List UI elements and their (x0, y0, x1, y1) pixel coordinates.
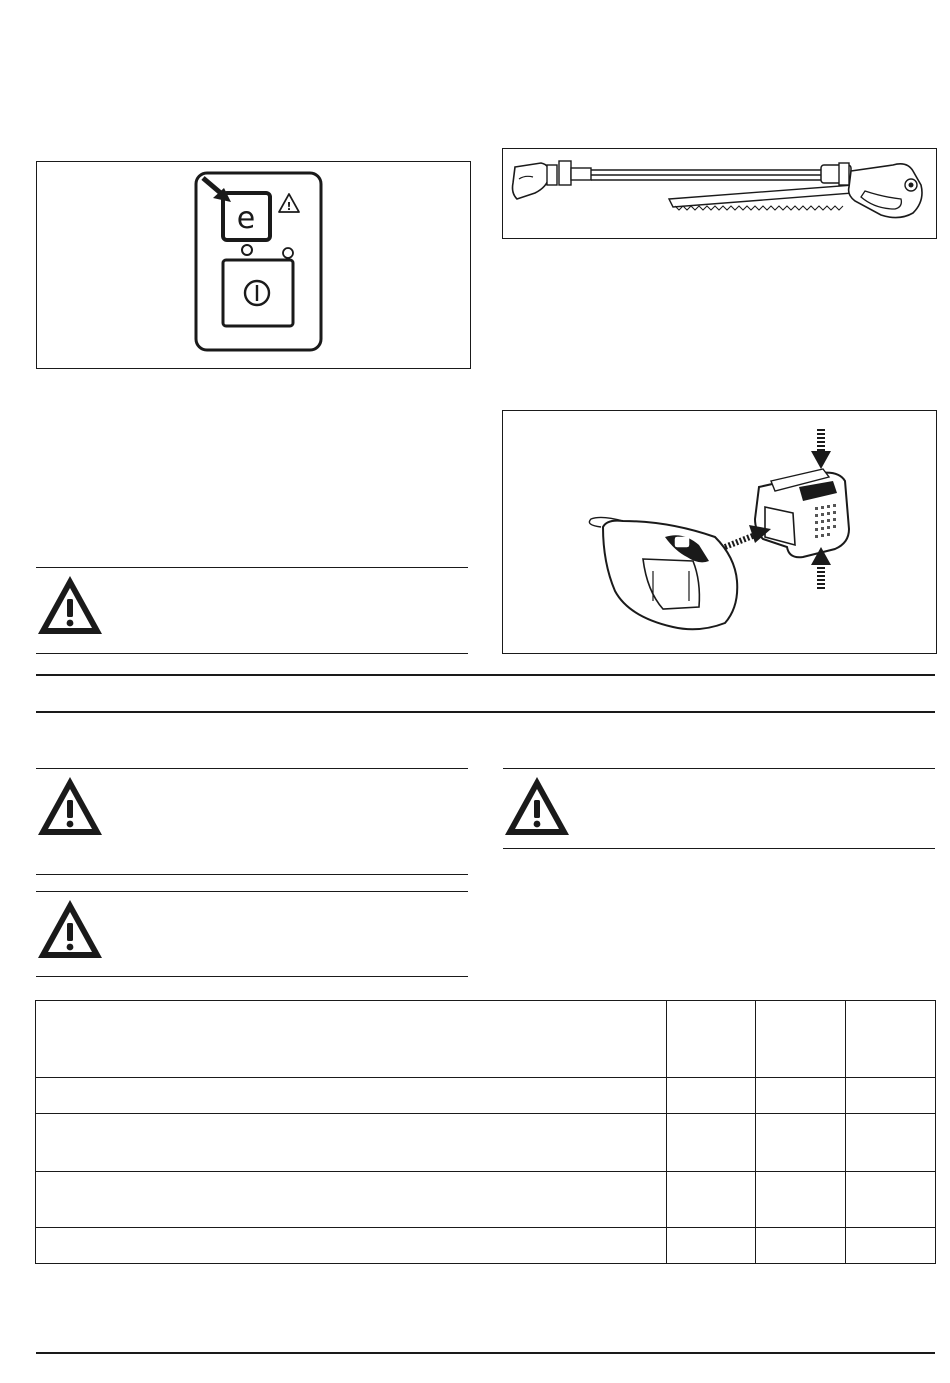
save-mode-icon (223, 193, 270, 240)
control-panel-illustration (37, 162, 470, 368)
hedge-trimmer-illustration (503, 149, 936, 238)
table-cell (36, 1171, 667, 1227)
maintenance-table (35, 1000, 936, 1264)
table-header-row (36, 1001, 936, 1078)
table-cell (36, 1001, 667, 1078)
warning-rule-top (36, 891, 468, 892)
table-cell (756, 1114, 846, 1171)
warning-rule-top (503, 768, 935, 769)
table-cell (667, 1114, 756, 1171)
table-row (36, 1078, 936, 1114)
svg-text:e: e (236, 201, 256, 236)
table-cell (667, 1227, 756, 1263)
warning-triangle-icon (35, 897, 105, 961)
warning-triangle-icon (35, 774, 105, 838)
table-row (36, 1171, 936, 1227)
power-icon (223, 260, 293, 326)
table-cell (846, 1078, 936, 1114)
warning-rule-bottom (36, 874, 468, 875)
table-cell (846, 1227, 936, 1263)
table-row (36, 1114, 936, 1171)
warning-triangle-icon (502, 774, 572, 838)
section-rule (36, 711, 935, 713)
table-cell (756, 1171, 846, 1227)
control-panel-figure (36, 161, 471, 369)
table-cell (756, 1227, 846, 1263)
table-row (36, 1227, 936, 1263)
table-cell (667, 1078, 756, 1114)
battery-insert-illustration (503, 411, 936, 653)
table-cell (36, 1114, 667, 1171)
warning-rule-top (36, 768, 468, 769)
warning-triangle-icon (35, 573, 105, 637)
warning-rule-bottom (36, 653, 468, 654)
table-cell (667, 1001, 756, 1078)
table-cell (846, 1001, 936, 1078)
warning-rule-bottom (36, 976, 468, 977)
table-cell (756, 1078, 846, 1114)
footer-rule (36, 1352, 935, 1354)
table-cell (667, 1171, 756, 1227)
table-cell (36, 1078, 667, 1114)
table-cell (756, 1001, 846, 1078)
warning-rule-bottom (503, 848, 935, 849)
battery-pack-illustration (755, 469, 849, 557)
table-cell (846, 1171, 936, 1227)
battery-insert-figure (502, 410, 937, 654)
arrow-icon (811, 429, 831, 469)
warning-rule-top (36, 567, 468, 568)
svg-text:!: ! (286, 200, 292, 213)
section-rule (36, 674, 935, 676)
table-cell (846, 1114, 936, 1171)
table-cell (36, 1227, 667, 1263)
hedge-trimmer-figure (502, 148, 937, 239)
